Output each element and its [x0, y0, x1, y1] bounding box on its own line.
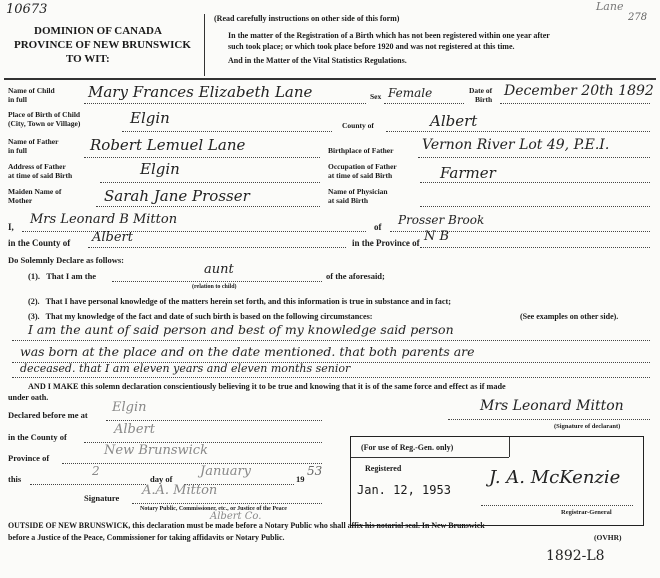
matter-line-1: In the matter of the Registration of a Birth which has not been registered within one year after: [228, 31, 550, 40]
county-2-value: Albert: [114, 422, 155, 437]
make-declaration: AND I MAKE this solemn declaration conscientiously believing it to be true and knowing that it is of the same force and effect as if made: [28, 382, 506, 391]
rule: [100, 182, 320, 183]
ovhr-code: (OVHR): [594, 533, 622, 542]
header-divider: [204, 14, 205, 76]
label-physician: Name of Physician at said Birth: [328, 187, 388, 205]
under-oath: under oath.: [8, 393, 49, 402]
notary-signature: A.A. Mitton: [142, 483, 218, 498]
label-declared-before: Declared before me at: [8, 410, 88, 420]
label-mother-maiden: Maiden Name of Mother: [8, 187, 62, 205]
year-value: 53: [307, 464, 323, 478]
see-other-side: (See examples on other side).: [520, 312, 619, 321]
circumstance-line-1: I am the aunt of said person and best of my knowledge said person: [28, 322, 454, 337]
day-value: 2: [92, 464, 100, 478]
corner-surname: Lane: [596, 0, 624, 13]
header-rule: [4, 78, 656, 80]
registrar-signature: J. A. McKenzie: [489, 467, 621, 488]
outside-nb-line-2: before a Justice of the Peace, Commissioner for taking affidavits or Notary Public.: [8, 533, 285, 542]
rule: [420, 247, 650, 248]
rule: [420, 206, 650, 207]
label-father-occupation: Occupation of Father at time of said Birth: [328, 162, 397, 180]
notary-caption: Notary Public, Commissioner, etc., or Justice of the Peace: [140, 506, 287, 512]
rule: [12, 340, 650, 341]
label-county-2: in the County of: [8, 432, 67, 442]
month-value: January: [200, 464, 252, 479]
label-of: of: [374, 222, 382, 232]
rule: [509, 437, 510, 457]
rule: [22, 231, 366, 232]
registered-label: Registered: [365, 464, 402, 473]
year-prefix: 19: [296, 474, 305, 484]
rule: [384, 103, 464, 104]
registrar-caption: Registrar-General: [561, 509, 612, 516]
rule: [30, 484, 146, 485]
registered-date: Jan. 12, 1953: [357, 483, 451, 497]
item-2: (2). That I have personal knowledge of the matters herein set forth, and this information is true in substance and in fact;: [28, 297, 451, 306]
father-birthplace: Vernon River Lot 49, P.E.I.: [422, 137, 610, 153]
declarant-county: Albert: [92, 230, 133, 245]
father-name: Robert Lemuel Lane: [90, 136, 246, 154]
rule: [386, 131, 650, 132]
signature-declarant-caption: (Signature of declarant): [554, 423, 621, 430]
matter-line-2: such took place; or which took place before 1920 and was not registered at this time.: [228, 42, 515, 51]
rule: [122, 131, 332, 132]
declarant-province: N B: [424, 229, 450, 244]
label-date-birth: Date of Birth: [469, 86, 493, 104]
label-day-of: day of: [150, 474, 173, 484]
corner-number: 278: [628, 12, 648, 23]
rule: [481, 505, 633, 506]
label-in-county: in the County of: [8, 238, 71, 248]
label-in-province: in the Province of: [352, 238, 420, 248]
place-birth: Elgin: [130, 109, 170, 127]
declarant-signature: Mrs Leonard Mitton: [480, 398, 624, 414]
bottom-reference: 1892-L8: [546, 548, 605, 564]
dominion-heading: DOMINION OF CANADA: [34, 25, 162, 37]
mother-maiden-name: Sarah Jane Prosser: [104, 187, 250, 205]
item-3: (3). That my knowledge of the fact and date of such birth is based on the following circumstances:: [28, 312, 373, 321]
matter-line-3: And in the Matter of the Vital Statistics Regulations.: [228, 56, 407, 65]
instructions-note: (Read carefully instructions on other side of this form): [214, 14, 400, 23]
label-this: this: [8, 474, 22, 484]
file-number: 10673: [6, 2, 48, 17]
rule: [418, 157, 650, 158]
rule: [12, 377, 650, 378]
outside-nb-line-1: OUTSIDE OF NEW BRUNSWICK, this declaration must be made before a Notary Public who shall affix his notarial seal. In New Brunswick: [8, 521, 485, 530]
rule: [62, 463, 322, 464]
county-birth: Albert: [430, 112, 478, 130]
province-2-value: New Brunswick: [104, 443, 208, 458]
circumstance-line-2: was born at the place and on the date mentioned. that both parents are: [20, 344, 475, 359]
rule: [88, 247, 346, 248]
rule: [420, 182, 650, 183]
label-birthplace-father: Birthplace of Father: [328, 146, 394, 155]
label-child-name: Name of Child in full: [8, 86, 55, 104]
father-address: Elgin: [140, 160, 180, 178]
label-i: I,: [8, 222, 14, 232]
child-date-birth: December 20th 1892: [504, 83, 654, 99]
rule: [106, 420, 322, 421]
item-1-lead: (1). That I am the: [28, 271, 97, 281]
rule: [84, 157, 320, 158]
label-father-address: Address of Father at time of said Birth: [8, 162, 73, 180]
rule: [448, 419, 650, 420]
father-occupation: Farmer: [440, 164, 496, 182]
registrar-box: [350, 436, 644, 526]
rule: [84, 103, 366, 104]
to-wit-heading: TO WIT:: [66, 53, 110, 65]
label-father-name: Name of Father in full: [8, 137, 59, 155]
rule: [96, 206, 320, 207]
rule: [500, 103, 650, 104]
declarant-name: Mrs Leonard B Mitton: [30, 212, 178, 227]
registrar-use-label: (For use of Reg.-Gen. only): [361, 443, 454, 452]
child-name: Mary Frances Elizabeth Lane: [88, 83, 313, 101]
solemnly-declare: Do Solemnly Declare as follows:: [8, 255, 124, 265]
circumstance-line-3: deceased. that I am eleven years and eleven months senior: [20, 362, 351, 375]
label-county: County of: [342, 121, 374, 130]
rule: [112, 281, 322, 282]
declared-at-place: Elgin: [112, 400, 147, 415]
label-signature: Signature: [84, 493, 120, 503]
relation-value: aunt: [204, 262, 234, 277]
label-province-2: Province of: [8, 453, 50, 463]
child-sex: Female: [388, 86, 433, 100]
item-1-tail: of the aforesaid;: [326, 271, 385, 281]
notary-subscript: Albert Co.: [210, 511, 262, 522]
relation-caption: (relation to child): [192, 284, 237, 290]
rule: [351, 457, 509, 458]
declarant-of-place: Prosser Brook: [398, 213, 485, 227]
label-place-birth: Place of Birth of Child (City, Town or Village): [8, 110, 81, 128]
province-heading: PROVINCE OF NEW BRUNSWICK: [14, 39, 191, 51]
rule: [132, 503, 322, 504]
label-sex: Sex: [370, 92, 382, 101]
